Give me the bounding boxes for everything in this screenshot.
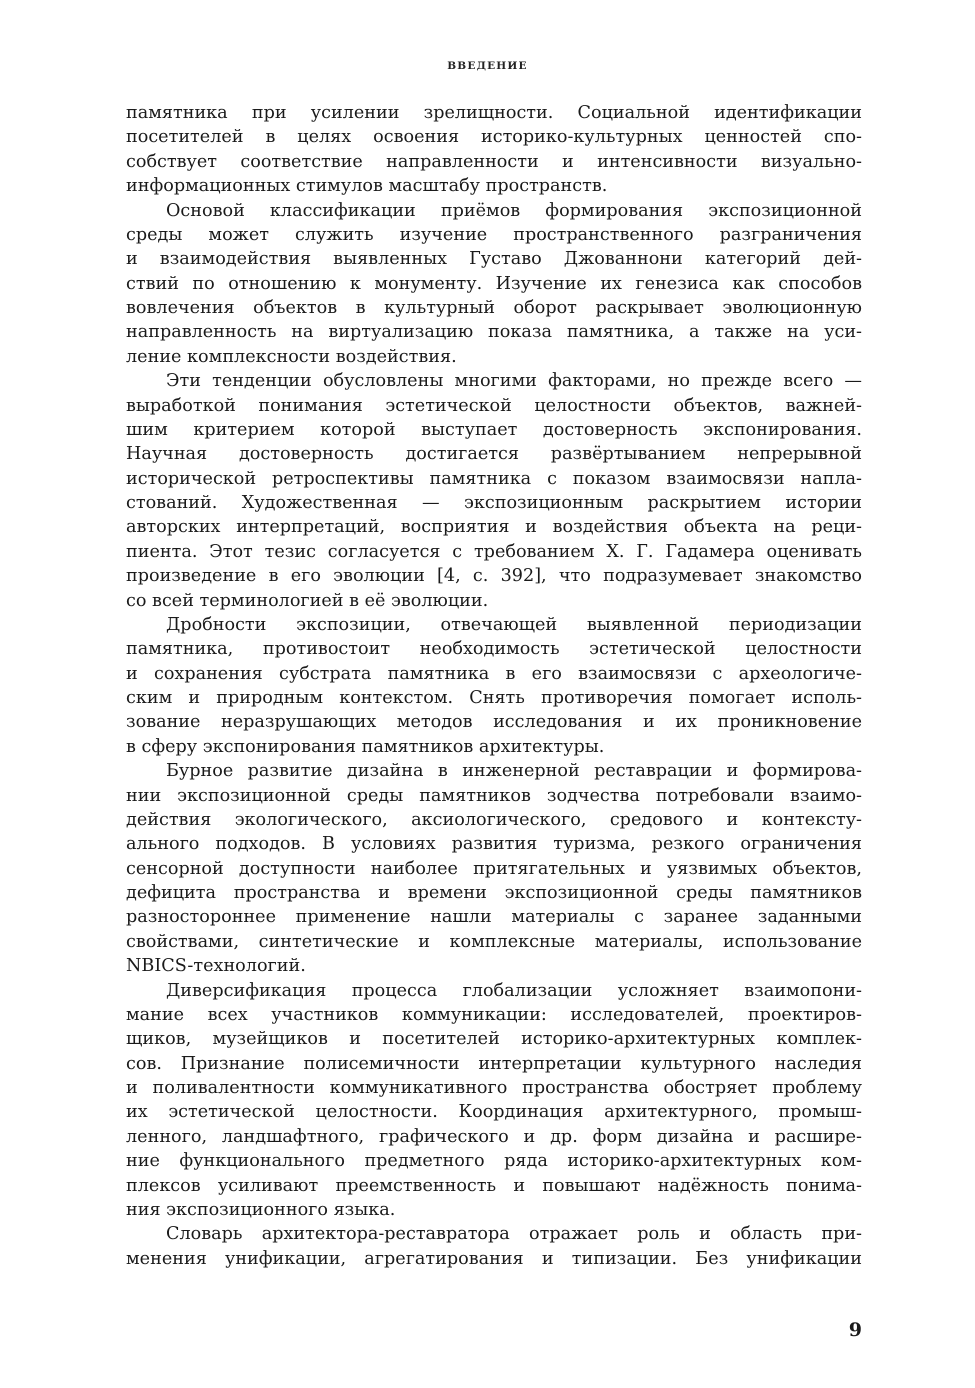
text-line: Диверсификация процесса глобализации усложняет взаимопони- [166,980,862,1001]
text-line: направленность на виртуализацию показа памятника, а также на уси- [126,322,862,343]
text-line: собствует соответствие направленности и интенсивности визуально- [126,151,862,172]
text-line: посетителей в целях освоения историко-культурных ценностей спо- [126,127,862,148]
text-line: менения унификации, агрегатирования и типизации. Без унификации [126,1248,862,1269]
text-line: среды может служить изучение пространственного разграничения [126,224,862,245]
text-line: плексов усиливают преемственность и повышают надёжность понима- [126,1175,862,1196]
text-line: Дробности экспозиции, отвечающей выявленной периодизации [166,614,862,635]
text-line: памятника, противостоит необходимость эстетической целостности [126,639,862,660]
page-number: 9 [848,1319,862,1341]
text-line: ния экспозиционного языка. [126,1199,396,1220]
text-line: Основой классификации приёмов формирования экспозиционной [166,200,862,221]
text-line: NBICS-технологий. [126,956,306,977]
text-line: зование неразрушающих методов исследования и их проникновение [126,712,862,733]
text-line: нии экспозиционной среды памятников зодчества потребовали взаимо- [126,785,862,806]
text-line: ствий по отношению к монументу. Изучение их генезиса как способов [126,273,862,294]
text-line: пиента. Этот тезис согласуется с требованием Х. Г. Гадамера оценивать [126,541,862,562]
paragraph [126,613,862,759]
text-line: исторической ретроспективы памятника с показом взаимосвязи напла- [126,468,862,489]
text-line: шим критерием которой выступает достоверность экспонирования. [126,419,862,440]
running-header: ВВЕДЕНИЕ [447,60,528,72]
text-line: ленного, ландшафтного, графического и др. форм дизайна и расшире- [126,1126,862,1147]
text-line: авторских интерпретаций, восприятия и воздействия объекта на реци- [126,517,862,538]
text-line: их эстетической целостности. Координация архитектурного, промыш- [126,1102,862,1123]
text-line: в сферу экспонирования памятников архитектуры. [126,736,605,757]
paragraph [126,369,862,613]
text-line: Словарь архитектора-реставратора отражает роль и область при- [166,1224,862,1245]
text-line: ние функционального предметного ряда историко-архитектурных ком- [126,1151,862,1172]
text-line: со всей терминологией в её эволюции. [126,590,489,611]
body-text [126,101,862,1271]
text-line: памятника при усилении зрелищности. Социальной идентификации [126,103,862,123]
text-line: мание всех участников коммуникации: исследователей, проектиров- [126,1004,862,1025]
text-line: Эти тенденции обусловлены многими факторами, но прежде всего — [166,371,862,392]
text-line: произведение в его эволюции [4, с. 392], что подразумевает знакомство [126,566,862,587]
text-line: стований. Художественная — экспозиционным раскрытием истории [126,493,862,513]
text-line: ским и природным контекстом. Снять противоречия помогает исполь- [126,688,862,708]
text-line: свойствами, синтетические и комплексные материалы, использование [126,931,862,952]
text-line: вовлечения объектов в культурный оборот раскрывает эволюционную [126,298,862,318]
text-line: Бурное развитие дизайна в инженерной реставрации и формирова- [166,761,862,782]
text-line: и взаимодействия выявленных Густаво Джованнони категорий дей- [126,249,862,270]
text-line: действия экологического, аксиологического, средового и контексту- [126,809,862,830]
paragraph [126,199,862,370]
text-line: сов. Признание полисемичности интерпретации культурного наследия [126,1053,862,1074]
paragraph [126,101,862,199]
text-line: щиков, музейщиков и посетителей историко-архитектурных комплек- [126,1029,862,1050]
text-line: дефицита пространства и времени экспозиционной среды памятников [126,883,862,903]
text-line: разностороннее применение нашли материалы с заранее заданными [126,907,862,928]
text-line: информационных стимулов масштабу пространств. [126,176,608,197]
text-line: и сохранения субстрата памятника в его взаимосвязи с археологиче- [126,663,862,684]
text-line: Научная достоверность достигается развёртыванием непрерывной [126,444,862,465]
text-line: выработкой понимания эстетической целостности объектов, важней- [126,395,862,416]
paragraph [126,979,862,1223]
text-line: и поливалентности коммуникативного пространства обостряет проблему [126,1078,862,1098]
paragraph [126,759,862,978]
paragraph [126,1222,862,1271]
text-line: сенсорной доступности наиболее притягательных и уязвимых объектов, [126,858,862,879]
text-line: ление комплексности воздействия. [126,346,457,367]
text-line: ального подходов. В условиях развития туризма, резкого ограничения [126,834,862,855]
